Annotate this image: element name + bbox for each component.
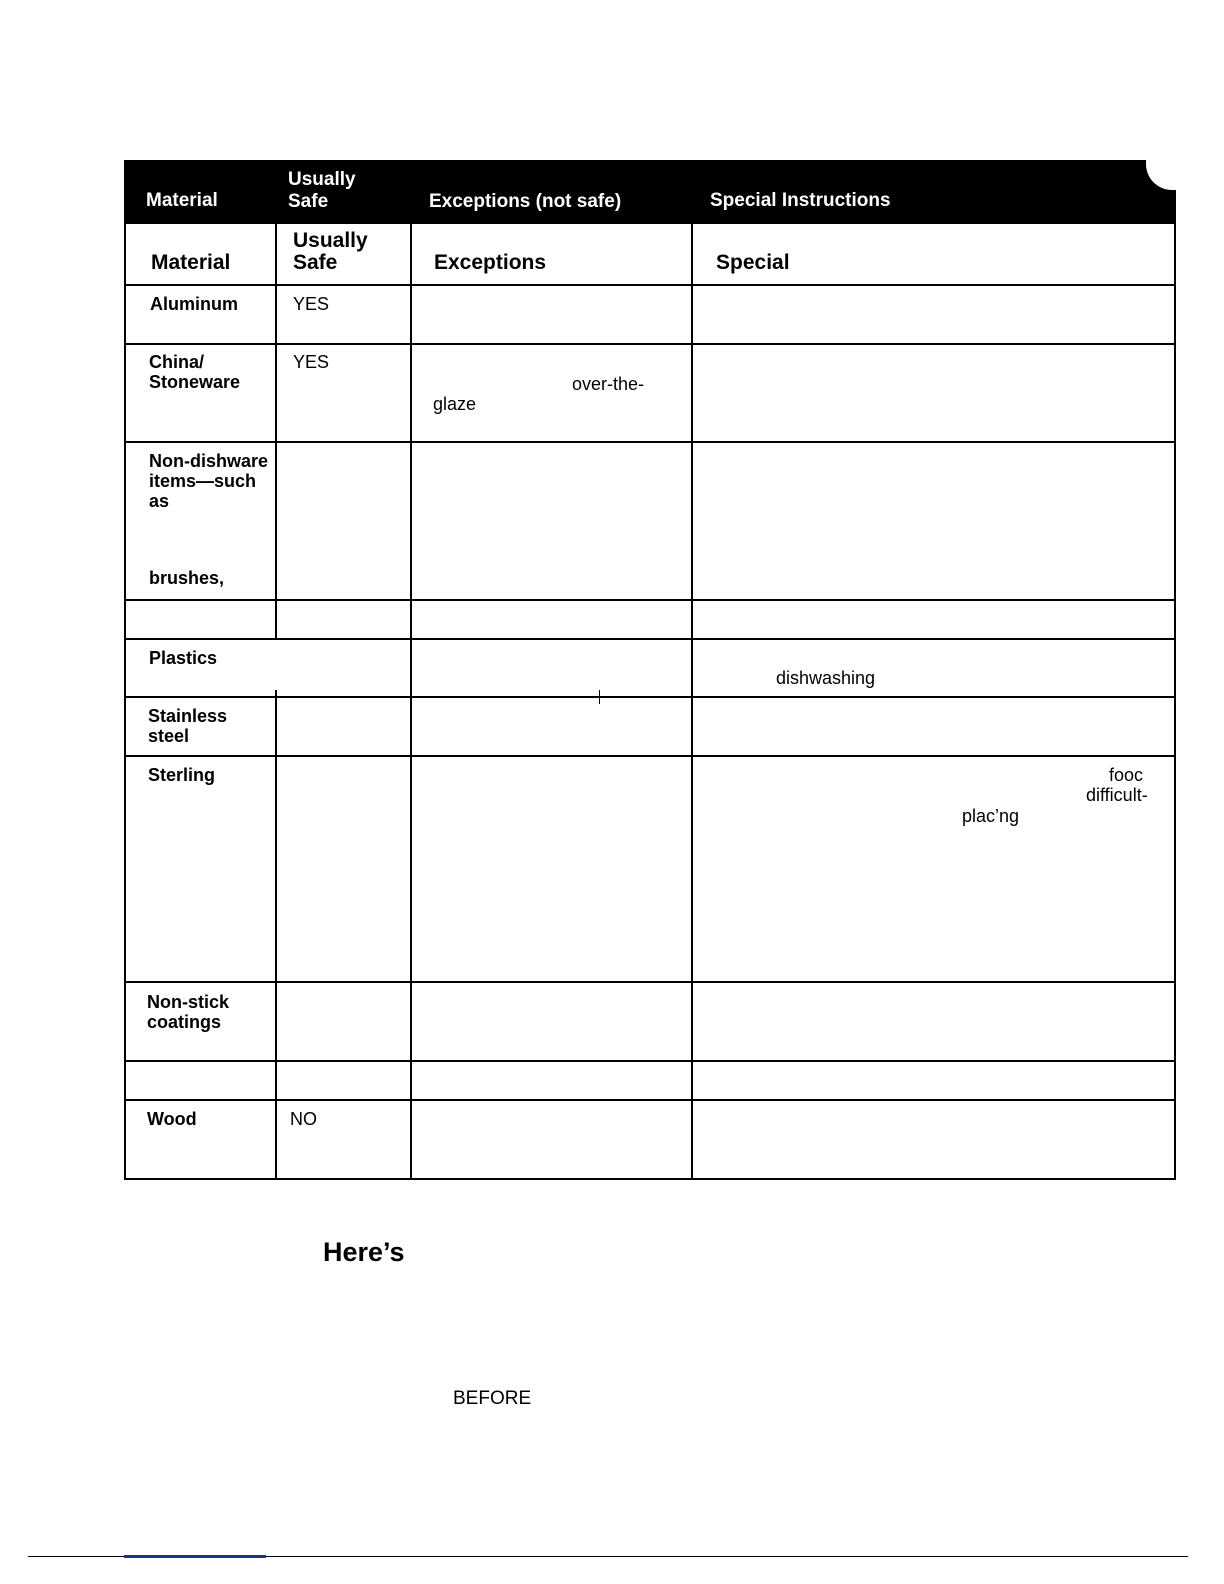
row-divider (124, 755, 1176, 757)
row-aluminum-material: Aluminum (150, 294, 238, 314)
subheader-safe-line1: Usually (293, 229, 368, 252)
header-exceptions: Exceptions (not safe) (429, 191, 622, 212)
before-text: BEFORE (453, 1388, 532, 1409)
table-header (124, 160, 1176, 224)
row-divider (124, 1060, 1176, 1062)
column-divider-1b (275, 690, 277, 1180)
column-divider-2 (410, 160, 412, 1180)
row-divider (124, 441, 1176, 443)
dishwasher-safety-table (124, 160, 1176, 1180)
subheader-special: Special (716, 251, 790, 274)
row-sterling-special-word1: fooc (1109, 765, 1144, 785)
row-nondish-line4: brushes, (149, 568, 225, 588)
row-nonstick-line1: Non-stick (147, 992, 230, 1012)
subheader-safe-line2: Safe (293, 251, 338, 274)
table-bottom-border (124, 1178, 1176, 1180)
table-left-border (124, 224, 126, 1180)
row-nondish-line3: as (149, 491, 170, 511)
row-china-material-line2: Stoneware (149, 372, 241, 392)
row-china-exceptions-word1: over-the- (572, 374, 645, 394)
row-china-exceptions-word2: glaze (433, 394, 477, 414)
row-divider (124, 638, 1176, 640)
row-sterling-special-word2: difficult- (1086, 785, 1148, 805)
row-nonstick-line2: coatings (147, 1012, 222, 1032)
header-material: Material (146, 190, 218, 211)
column-divider-3 (691, 160, 693, 1180)
table-right-border (1174, 224, 1176, 1180)
row-plastics-material: Plastics (149, 648, 218, 668)
row-divider (124, 599, 1176, 601)
row-plastics-special: dishwashing (776, 668, 876, 688)
row-china-safe: YES (293, 352, 330, 372)
stray-tick (599, 690, 600, 704)
row-wood-material: Wood (147, 1109, 197, 1129)
row-stainless-line1: Stainless (148, 706, 228, 726)
row-sterling-material: Sterling (148, 765, 216, 785)
row-stainless-line2: steel (148, 726, 190, 746)
header-safe-line2: Safe (288, 191, 329, 212)
row-divider (124, 284, 1176, 286)
header-special-instructions: Special Instructions (710, 190, 891, 211)
row-wood-safe: NO (290, 1109, 317, 1129)
row-divider (124, 1099, 1176, 1101)
subheader-exceptions: Exceptions (434, 251, 547, 274)
row-divider (124, 343, 1176, 345)
section-heading: Here’s (323, 1237, 405, 1267)
row-nondish-line1: Non-dishware (149, 451, 269, 471)
row-sterling-special-word3: plac’ng (962, 806, 1020, 826)
row-divider (124, 981, 1176, 983)
header-corner-notch (1146, 160, 1176, 190)
subheader-material: Material (151, 251, 231, 274)
row-divider (124, 696, 1176, 698)
page-bottom-accent (124, 1555, 266, 1558)
header-safe-line1: Usually (288, 169, 356, 190)
row-china-material-line1: China/ (149, 352, 205, 372)
row-nondish-line2: items—such (149, 471, 257, 491)
column-divider-1a (275, 160, 277, 640)
row-aluminum-safe: YES (293, 294, 330, 314)
